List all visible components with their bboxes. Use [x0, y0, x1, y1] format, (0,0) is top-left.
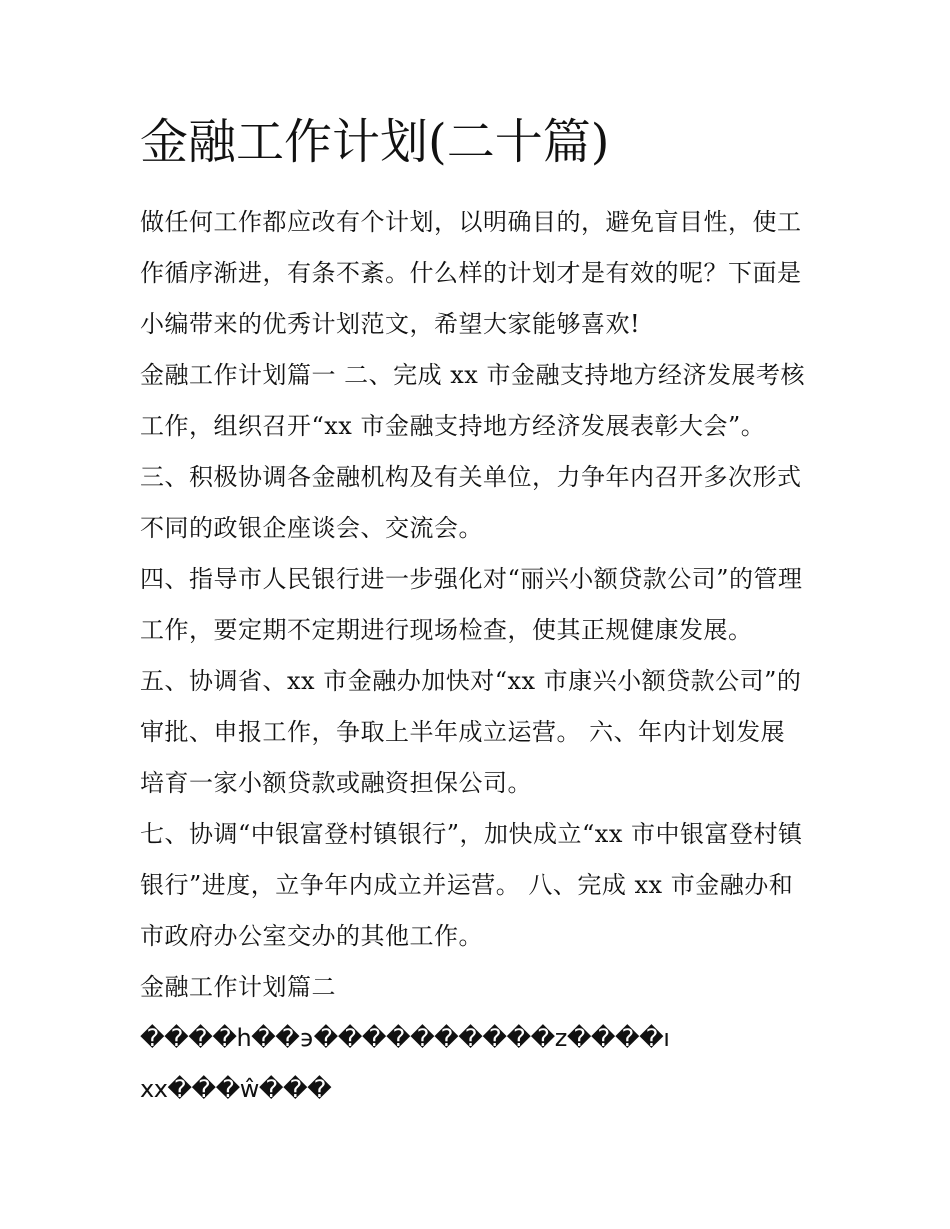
- garbled-text-line: xx���ŵ���: [140, 1075, 332, 1103]
- paragraph-line: 七、协调“中银富登村镇银行”，加快成立“xx 市中银富登村镇: [140, 820, 803, 848]
- paragraph-line: 培育一家小额贷款或融资担保公司。: [140, 769, 532, 797]
- paragraph-line: 四、指导市人民银行进一步强化对“丽兴小额贷款公司”的管理: [140, 565, 803, 593]
- paragraph-line: 五、协调省、xx 市金融办加快对“xx 市康兴小额贷款公司”的: [140, 667, 802, 695]
- paragraph-line: 工作，要定期不定期进行现场检查，使其正规健康发展。: [140, 616, 753, 644]
- paragraph-line: 做任何工作都应改有个计划，以明确目的，避免盲目性，使工: [140, 208, 802, 236]
- paragraph-line: 工作，组织召开“xx 市金融支持地方经济发展表彰大会”。: [140, 412, 766, 440]
- document-title: 金融工作计划(二十篇): [140, 114, 610, 170]
- paragraph-line: 三、积极协调各金融机构及有关单位，力争年内召开多次形式: [140, 463, 802, 491]
- paragraph-line: 作循序渐进，有条不紊。什么样的计划才是有效的呢？下面是: [140, 259, 802, 287]
- paragraph-line: 市政府办公室交办的其他工作。: [140, 922, 483, 950]
- paragraph-line: 金融工作计划篇一 二、完成 xx 市金融支持地方经济发展考核: [140, 361, 805, 389]
- paragraph-line: 小编带来的优秀计划范文，希望大家能够喜欢!: [140, 310, 641, 338]
- section-heading: 金融工作计划篇二: [140, 973, 336, 1001]
- paragraph-line: 不同的政银企座谈会、交流会。: [140, 514, 483, 542]
- document-body: [140, 197, 840, 1115]
- garbled-text-line: ����h��϶����������z����ı: [140, 1024, 670, 1052]
- paragraph-line: 审批、申报工作，争取上半年成立运营。 六、年内计划发展: [140, 718, 786, 746]
- paragraph-line: 银行”进度，立争年内成立并运营。 八、完成 xx 市金融办和: [140, 871, 794, 899]
